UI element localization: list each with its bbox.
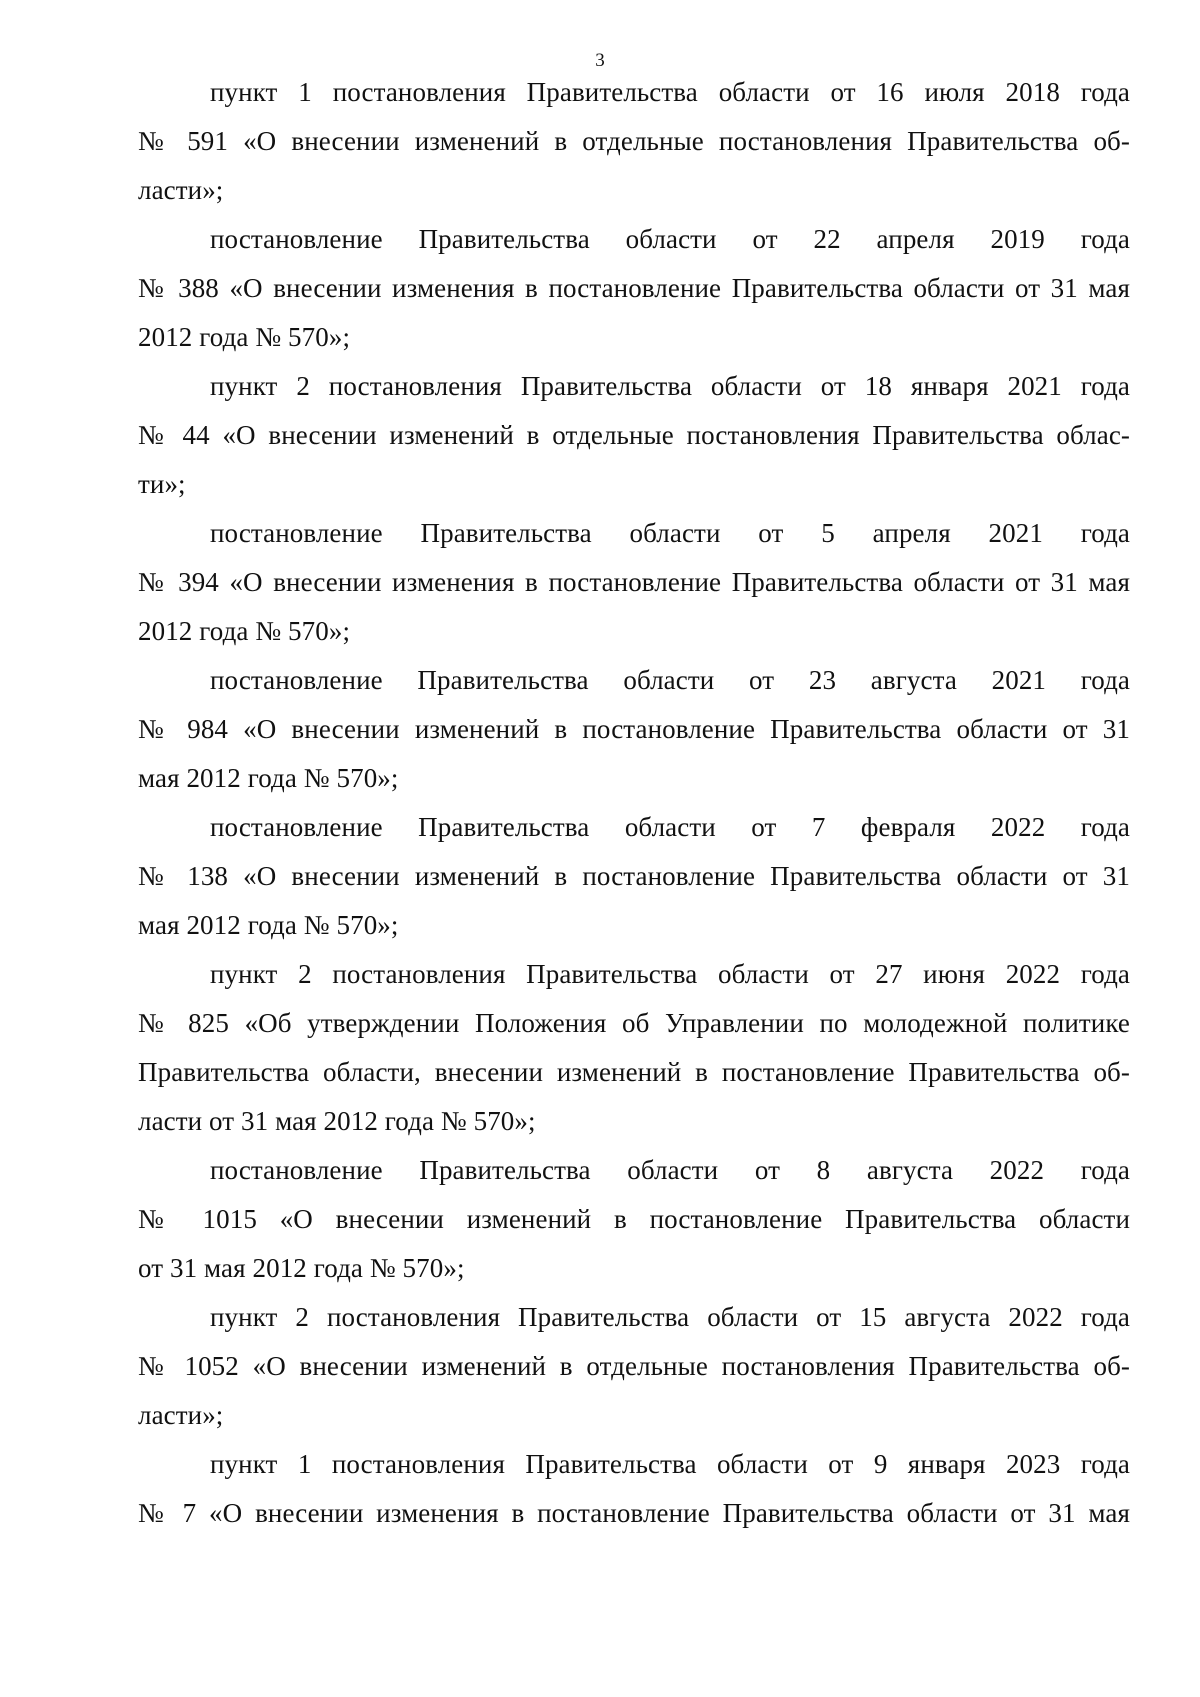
paragraph-line: постановление Правительства области от 8 августа 2022 года xyxy=(210,1155,1130,1185)
paragraph-line: № 1052 «О внесении изменений в отдельные постановления Правительства об- xyxy=(138,1351,1130,1381)
paragraph-line: пункт 1 постановления Правительства области от 9 января 2023 года xyxy=(210,1449,1130,1479)
page-number: 3 xyxy=(595,50,605,71)
paragraph-line: пункт 2 постановления Правительства области от 18 января 2021 года xyxy=(210,371,1130,401)
paragraph-line: 2012 года № 570»; xyxy=(138,322,351,352)
document-body xyxy=(138,68,1130,1538)
paragraph-8 xyxy=(138,1146,1130,1293)
paragraph-line: постановление Правительства области от 7 февраля 2022 года xyxy=(210,812,1130,842)
paragraph-5 xyxy=(138,656,1130,803)
paragraph-line: № 1015 «О внесении изменений в постановление Правительства области xyxy=(138,1204,1130,1234)
paragraph-line: постановление Правительства области от 23 августа 2021 года xyxy=(210,665,1130,695)
paragraph-4 xyxy=(138,509,1130,656)
paragraph-line: № 984 «О внесении изменений в постановление Правительства области от 31 xyxy=(138,714,1130,744)
paragraph-line: № 388 «О внесении изменения в постановление Правительства области от 31 мая xyxy=(138,273,1130,303)
paragraph-line: Правительства области, внесении изменений в постановление Правительства об- xyxy=(138,1057,1130,1087)
paragraph-line: пункт 1 постановления Правительства области от 16 июля 2018 года xyxy=(210,77,1130,107)
paragraph-10 xyxy=(138,1440,1130,1538)
paragraph-9 xyxy=(138,1293,1130,1440)
paragraph-line: мая 2012 года № 570»; xyxy=(138,763,399,793)
paragraph-line: от 31 мая 2012 года № 570»; xyxy=(138,1253,465,1283)
paragraph-line: мая 2012 года № 570»; xyxy=(138,910,399,940)
paragraph-1 xyxy=(138,68,1130,215)
paragraph-line: № 591 «О внесении изменений в отдельные постановления Правительства об- xyxy=(138,126,1130,156)
paragraph-line: № 825 «Об утверждении Положения об Управлении по молодежной политике xyxy=(138,1008,1130,1038)
paragraph-line: ласти от 31 мая 2012 года № 570»; xyxy=(138,1106,536,1136)
paragraph-line: пункт 2 постановления Правительства области от 27 июня 2022 года xyxy=(210,959,1130,989)
paragraph-line: пункт 2 постановления Правительства области от 15 августа 2022 года xyxy=(210,1302,1130,1332)
paragraph-6 xyxy=(138,803,1130,950)
paragraph-line: ти»; xyxy=(138,469,186,499)
paragraph-line: № 138 «О внесении изменений в постановление Правительства области от 31 xyxy=(138,861,1130,891)
paragraph-line: № 394 «О внесении изменения в постановление Правительства области от 31 мая xyxy=(138,567,1130,597)
paragraph-line: 2012 года № 570»; xyxy=(138,616,351,646)
paragraph-2 xyxy=(138,215,1130,362)
paragraph-line: ласти»; xyxy=(138,175,224,205)
paragraph-line: № 7 «О внесении изменения в постановление Правительства области от 31 мая xyxy=(138,1498,1130,1528)
paragraph-line: постановление Правительства области от 22 апреля 2019 года xyxy=(210,224,1130,254)
paragraph-line: № 44 «О внесении изменений в отдельные постановления Правительства облас- xyxy=(138,420,1130,450)
paragraph-line: ласти»; xyxy=(138,1400,224,1430)
paragraph-3 xyxy=(138,362,1130,509)
paragraph-7 xyxy=(138,950,1130,1146)
paragraph-line: постановление Правительства области от 5 апреля 2021 года xyxy=(210,518,1130,548)
